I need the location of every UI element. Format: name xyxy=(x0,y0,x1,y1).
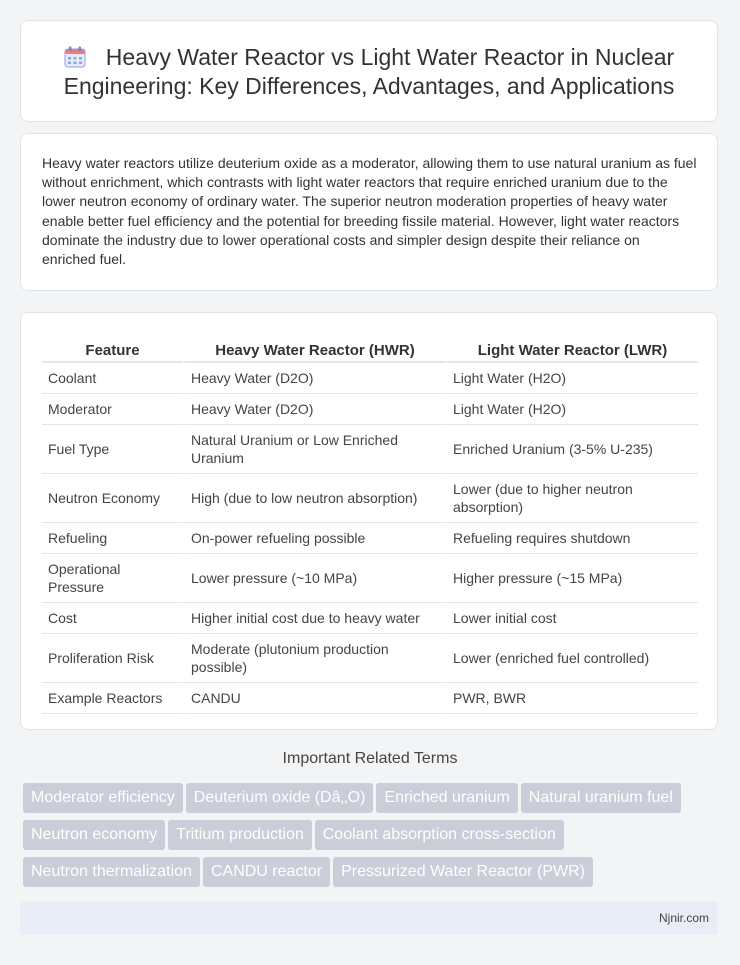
table-cell: Cost xyxy=(42,603,183,634)
table-cell: Higher pressure (~15 MPa) xyxy=(445,554,698,603)
table-header-row xyxy=(42,331,698,363)
table-cell: Operational Pressure xyxy=(42,554,183,603)
table-cell: Heavy Water (D2O) xyxy=(183,394,445,425)
table-row xyxy=(42,634,698,683)
term-tag[interactable]: CANDU reactor xyxy=(203,857,330,887)
table-cell: Light Water (H2O) xyxy=(445,363,698,394)
table-row xyxy=(42,683,698,714)
intro-card xyxy=(20,133,718,291)
table-row xyxy=(42,523,698,554)
tag-row xyxy=(23,783,723,820)
calendar-icon xyxy=(64,46,86,68)
title-card xyxy=(20,20,718,122)
table-cell: Refueling xyxy=(42,523,183,554)
page-title-text: Heavy Water Reactor vs Light Water Reactor in Nuclear Engineering: Key Differences, Advantages, and Applications xyxy=(63,44,675,99)
table-cell: Moderate (plutonium production possible) xyxy=(183,634,445,683)
term-tag[interactable]: Enriched uranium xyxy=(376,783,517,813)
table-cell: Example Reactors xyxy=(42,683,183,714)
table-row xyxy=(42,603,698,634)
table-cell: Neutron Economy xyxy=(42,474,183,523)
column-header: Feature xyxy=(42,331,183,363)
column-header: Light Water Reactor (LWR) xyxy=(445,331,698,363)
term-tag[interactable]: Neutron economy xyxy=(23,820,165,850)
table-cell: Natural Uranium or Low Enriched Uranium xyxy=(183,425,445,474)
table-cell: Light Water (H2O) xyxy=(445,394,698,425)
table-cell: Higher initial cost due to heavy water xyxy=(183,603,445,634)
table-cell: Proliferation Risk xyxy=(42,634,183,683)
tag-row xyxy=(23,857,723,894)
term-tag[interactable]: Tritium production xyxy=(168,820,311,850)
related-terms-heading: Important Related Terms xyxy=(282,750,458,767)
term-tag[interactable]: Coolant absorption cross-section xyxy=(315,820,564,850)
term-tag[interactable]: Moderator efficiency xyxy=(23,783,183,813)
term-tag[interactable]: Pressurized Water Reactor (PWR) xyxy=(333,857,593,887)
table-cell: PWR, BWR xyxy=(445,683,698,714)
footer xyxy=(20,902,718,935)
table-row xyxy=(42,554,698,603)
table-cell: Refueling requires shutdown xyxy=(445,523,698,554)
table-cell: Lower (enriched fuel controlled) xyxy=(445,634,698,683)
table-cell: High (due to low neutron absorption) xyxy=(183,474,445,523)
footer-site-name[interactable]: Njnir.com xyxy=(658,911,709,925)
table-cell: Lower (due to higher neutron absorption) xyxy=(445,474,698,523)
intro-paragraph: Heavy water reactors utilize deuterium oxide as a moderator, allowing them to use natural uranium as fuel without enrichment, which contrasts with light water reactors that require enriched uranium due to the lower neutron economy of ordinary water. The superior neutron moderation properties of heavy water enable better fuel efficiency and the potential for breeding fissile material. However, light water reactors dominate the industry due to lower operational costs and simpler design despite their reliance on enriched fuel. xyxy=(42,155,697,268)
table-cell: CANDU xyxy=(183,683,445,714)
table-row xyxy=(42,394,698,425)
term-tag[interactable]: Natural uranium fuel xyxy=(521,783,681,813)
table-cell: Coolant xyxy=(42,363,183,394)
table-row xyxy=(42,425,698,474)
term-tag[interactable]: Deuterium oxide (Dâ‚‚O) xyxy=(186,783,374,813)
table-row xyxy=(42,363,698,394)
table-cell: Lower pressure (~10 MPa) xyxy=(183,554,445,603)
table-cell: Lower initial cost xyxy=(445,603,698,634)
tag-row xyxy=(23,820,723,857)
column-header: Heavy Water Reactor (HWR) xyxy=(183,331,445,363)
table-cell: On-power refueling possible xyxy=(183,523,445,554)
related-terms-list xyxy=(23,783,723,894)
table-row xyxy=(42,474,698,523)
comparison-table xyxy=(42,331,698,714)
comparison-card xyxy=(20,312,718,730)
table-cell: Enriched Uranium (3-5% U-235) xyxy=(445,425,698,474)
term-tag[interactable]: Neutron thermalization xyxy=(23,857,200,887)
table-cell: Moderator xyxy=(42,394,183,425)
table-cell: Heavy Water (D2O) xyxy=(183,363,445,394)
table-cell: Fuel Type xyxy=(42,425,183,474)
page-title xyxy=(21,21,717,101)
